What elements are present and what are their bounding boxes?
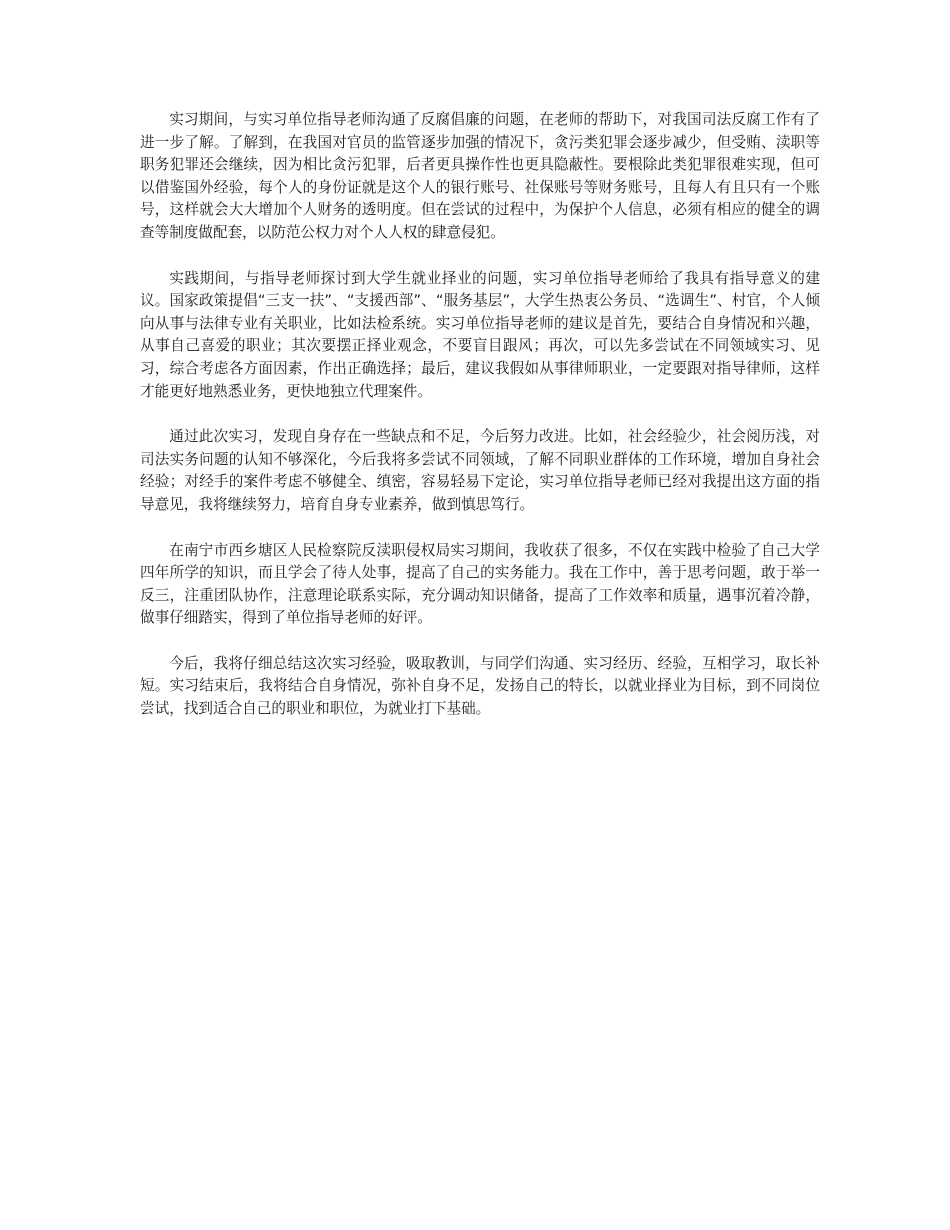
paragraph-self-improvement: 通过此次实习，发现自身存在一些缺点和不足，今后努力改进。比如，社会经验少，社会阅历浅，对司法实务问题的认知不够深化，今后我将多尝试不同领域，了解不同职业群体的工作环境，增加自身社会经验；对经手的案件考虑不够健全、缜密，容易轻易下定论，实习单位指导老师已经对我提出这方面的指导意见，我将继续努力，培育自身专业素养，做到慎思笃行。 (140, 428, 820, 513)
paragraph-career-advice: 实践期间，与指导老师探讨到大学生就业择业的问题，实习单位指导老师给了我具有指导意义的建议。国家政策提倡“三支一扶”、“支援西部”、“服务基层”，大学生热衷公务员、“选调生”、村官，个人倾向从事与法律专业有关职业，比如法检系统。实习单位指导老师的建议是首先，要结合自身情况和兴趣，从事自己喜爱的职业；其次要摆正择业观念，不要盲目跟风；再次，可以先多尝试在不同领域实习、见习，综合考虑各方面因素，作出正确选择；最后，建议我假如从事律师职业，一定要跟对指导律师，这样才能更好地熟悉业务，更快地独立代理案件。 (140, 269, 820, 400)
document-body (140, 109, 820, 744)
paragraph-internship-gains: 在南宁市西乡塘区人民检察院反渎职侵权局实习期间，我收获了很多，不仅在实践中检验了自己大学四年所学的知识，而且学会了待人处事，提高了自己的实务能力。我在工作中，善于思考问题，敢于举一反三，注重团队协作，注意理论联系实际，充分调动知识储备，提高了工作效率和质量，遇事沉着冷静，做事仔细踏实，得到了单位指导老师的好评。 (140, 541, 820, 627)
paragraph-anticorruption: 实习期间，与实习单位指导老师沟通了反腐倡廉的问题，在老师的帮助下，对我国司法反腐工作有了进一步了解。了解到，在我国对官员的监管逐步加强的情况下，贪污类犯罪会逐步减少，但受贿、渎职等职务犯罪还会继续，因为相比贪污犯罪，后者更具操作性也更具隐蔽性。要根除此类犯罪很难实现，但可以借鉴国外经验，每个人的身份证就是这个人的银行账号、社保账号等财务账号，且每人有且只有一个账号，这样就会大大增加个人财务的透明度。但在尝试的过程中，为保护个人信息，必须有相应的健全的调查等制度做配套，以防范公权力对个人人权的肆意侵犯。 (140, 111, 820, 241)
paragraph-future-plans: 今后，我将仔细总结这次实习经验，吸取教训，与同学们沟通、实习经历、经验，互相学习，取长补短。实习结束后，我将结合自身情况，弥补自身不足，发扬自己的特长，以就业择业为目标，到不同岗位尝试，找到适合自己的职业和职位，为就业打下基础。 (140, 654, 820, 718)
